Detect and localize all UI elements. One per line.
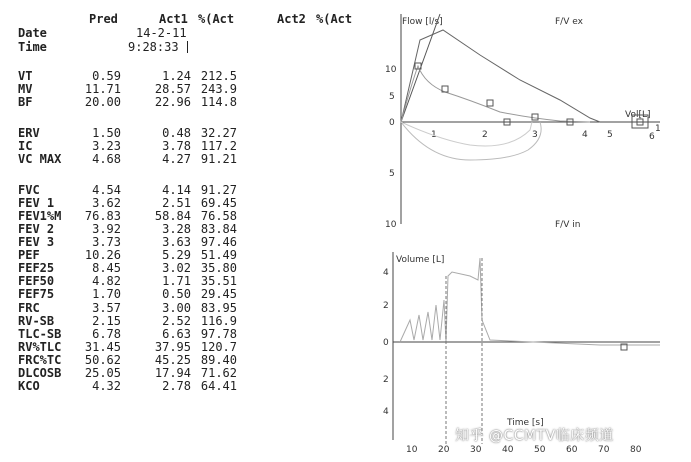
- param-label: RV-SB: [18, 314, 55, 328]
- param-pct: 89.40: [200, 353, 237, 367]
- fv-title-in: F/V in: [555, 220, 581, 230]
- param-label: FRC%TC: [18, 353, 62, 367]
- fv-xtick-5: 5: [607, 130, 613, 140]
- fv-predicted-envelope: [401, 30, 600, 122]
- fv-ytick-5-top: 5: [389, 92, 395, 102]
- param-label: MV: [18, 82, 33, 96]
- param-act: 3.63: [162, 235, 191, 249]
- vt-xtick-80: 80: [630, 445, 642, 455]
- param-pred: 1.50: [92, 126, 121, 140]
- param-pred: 3.57: [92, 301, 121, 315]
- vt-xtick-20: 20: [438, 445, 450, 455]
- param-pct: 97.78: [200, 327, 237, 341]
- param-label: PEF: [18, 248, 40, 262]
- param-label: VT: [18, 69, 33, 83]
- vt-xtick-30: 30: [470, 445, 482, 455]
- param-pred: 76.83: [84, 209, 121, 223]
- param-pred: 3.23: [92, 139, 121, 153]
- param-pred: 0.59: [92, 69, 121, 83]
- param-pred: 3.92: [92, 222, 121, 236]
- fv-marker: [532, 114, 538, 120]
- param-label: VC MAX: [18, 152, 62, 166]
- vt-xtick-50: 50: [534, 445, 546, 455]
- fv-marker-label: 1: [655, 124, 661, 134]
- param-act: 1.71: [162, 274, 191, 288]
- param-pct: 91.21: [200, 152, 237, 166]
- param-label: DLCOSB: [18, 366, 62, 380]
- param-label: FEV1%M: [18, 209, 62, 223]
- param-label: BF: [18, 95, 33, 109]
- param-act: 5.29: [162, 248, 191, 262]
- param-pct: 91.27: [200, 183, 237, 197]
- param-pred: 50.62: [84, 353, 121, 367]
- fv-xtick-2: 2: [482, 130, 488, 140]
- fv-marker: [487, 100, 493, 106]
- param-pct: 51.49: [200, 248, 237, 262]
- param-pct: 97.46: [200, 235, 237, 249]
- fv-ytick-10-bottom: 10: [385, 220, 397, 230]
- param-act: 0.48: [162, 126, 191, 140]
- param-label: FEV 2: [18, 222, 55, 236]
- param-pred: 1.70: [92, 287, 121, 301]
- param-pct: 114.8: [200, 95, 237, 109]
- header-pct2: %(Act: [316, 12, 353, 26]
- param-pct: 83.95: [200, 301, 237, 315]
- vt-xtick-60: 60: [566, 445, 578, 455]
- fv-ytick-10-top: 10: [385, 65, 397, 75]
- param-pred: 20.00: [84, 95, 121, 109]
- param-pct: 212.5: [200, 69, 237, 83]
- param-act: 3.00: [162, 301, 191, 315]
- param-label: KCO: [18, 379, 40, 393]
- param-act: 28.57: [154, 82, 191, 96]
- vt-ytick-0: 0: [383, 338, 389, 348]
- param-label: FEF75: [18, 287, 55, 301]
- vt-xlabel: Time [s]: [507, 418, 544, 428]
- param-label: FEV 3: [18, 235, 55, 249]
- param-act: 17.94: [154, 366, 191, 380]
- date-label: Date: [18, 26, 47, 40]
- param-pct: 32.27: [200, 126, 237, 140]
- param-pct: 35.80: [200, 261, 237, 275]
- param-pct: 83.84: [200, 222, 237, 236]
- param-pred: 8.45: [92, 261, 121, 275]
- param-pct: 29.45: [200, 287, 237, 301]
- fv-xtick-3: 3: [532, 130, 538, 140]
- param-pct: 117.2: [200, 139, 237, 153]
- fv-xtick-1: 1: [431, 130, 437, 140]
- param-pred: 6.78: [92, 327, 121, 341]
- fv-ylabel: Flow [l/s]: [402, 17, 443, 27]
- param-label: ERV: [18, 126, 40, 140]
- param-pct: 76.58: [200, 209, 237, 223]
- param-pred: 2.15: [92, 314, 121, 328]
- param-act: 2.51: [162, 196, 191, 210]
- param-pct: 69.45: [200, 196, 237, 210]
- fv-title-ex: F/V ex: [555, 17, 583, 27]
- param-act: 2.78: [162, 379, 191, 393]
- param-act: 4.14: [162, 183, 191, 197]
- vt-xtick-70: 70: [598, 445, 610, 455]
- param-label: TLC-SB: [18, 327, 62, 341]
- param-act: 37.95: [154, 340, 191, 354]
- param-pred: 10.26: [84, 248, 121, 262]
- param-pred: 3.73: [92, 235, 121, 249]
- fv-ytick-5-bottom: 5: [389, 169, 395, 179]
- param-pct: 120.7: [200, 340, 237, 354]
- param-pct: 35.51: [200, 274, 237, 288]
- param-pct: 116.9: [200, 314, 237, 328]
- param-pct: 243.9: [200, 82, 237, 96]
- vt-xtick-40: 40: [502, 445, 514, 455]
- param-label: FVC: [18, 183, 40, 197]
- param-pred: 25.05: [84, 366, 121, 380]
- param-act: 6.63: [162, 327, 191, 341]
- header-act1: Act1: [159, 12, 188, 26]
- param-label: FEV 1: [18, 196, 55, 210]
- time-label: Time: [18, 40, 47, 54]
- param-act: 22.96: [154, 95, 191, 109]
- param-act: 4.27: [162, 152, 191, 166]
- param-act: 3.28: [162, 222, 191, 236]
- vt-xtick-10: 10: [406, 445, 418, 455]
- watermark: 知乎 @CCMTV临床频道: [455, 428, 614, 444]
- param-label: RV%TLC: [18, 340, 62, 354]
- param-pred: 11.71: [84, 82, 121, 96]
- vt-ylabel: Volume [L]: [396, 255, 445, 265]
- param-pred: 4.82: [92, 274, 121, 288]
- param-pred: 4.54: [92, 183, 121, 197]
- param-label: FEF25: [18, 261, 55, 275]
- header-pred: Pred: [89, 12, 118, 26]
- vt-ytick-4-bottom: 4: [383, 407, 389, 417]
- param-act: 3.02: [162, 261, 191, 275]
- param-pct: 71.62: [200, 366, 237, 380]
- param-pred: 4.68: [92, 152, 121, 166]
- param-pct: 64.41: [200, 379, 237, 393]
- vt-volume-trace: [400, 258, 660, 345]
- param-act: 45.25: [154, 353, 191, 367]
- fv-xtick-4: 4: [582, 130, 588, 140]
- fv-ytick-0: 0: [389, 118, 395, 128]
- param-act: 58.84: [154, 209, 191, 223]
- fv-measured-curve: [401, 66, 590, 122]
- header-act2: Act2: [277, 12, 306, 26]
- param-pred: 3.62: [92, 196, 121, 210]
- fv-xlabel: Vol[L]: [625, 110, 651, 120]
- vt-ytick-4-top: 4: [383, 268, 389, 278]
- fv-inspiratory-curve: [401, 122, 541, 160]
- param-pred: 4.32: [92, 379, 121, 393]
- vt-ytick-2-top: 2: [383, 301, 389, 311]
- param-label: FEF50: [18, 274, 55, 288]
- param-act: 0.50: [162, 287, 191, 301]
- time-value: 9:28:33: [128, 40, 179, 54]
- param-act: 1.24: [162, 69, 191, 83]
- param-act: 3.78: [162, 139, 191, 153]
- param-label: IC: [18, 139, 33, 153]
- param-label: FRC: [18, 301, 40, 315]
- fv-xtick-6: 6: [649, 132, 655, 142]
- header-pct1: %(Act: [198, 12, 235, 26]
- param-act: 2.52: [162, 314, 191, 328]
- param-pred: 31.45: [84, 340, 121, 354]
- vt-ytick-2-bottom: 2: [383, 375, 389, 385]
- flow-volume-chart: [385, 14, 661, 230]
- date-value: 14-2-11: [136, 26, 187, 40]
